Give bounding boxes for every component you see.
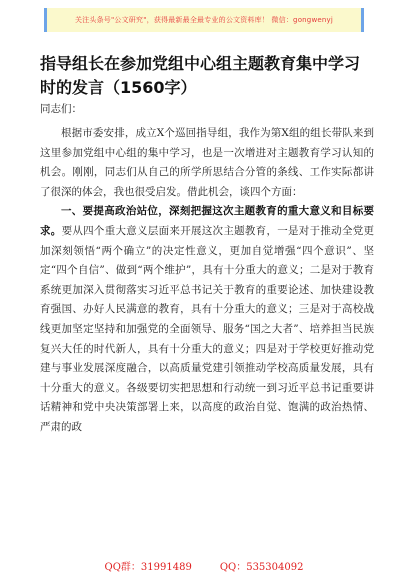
section-1-paragraph (40, 202, 374, 437)
promo-banner (44, 8, 364, 32)
footer-qq-group: QQ群：31991489 (104, 562, 192, 573)
footer-qq: QQ：535304092 (219, 562, 304, 573)
intro-paragraph: 根据市委安排，成立X个巡回指导组，我作为第X组的组长带队来到这里参加党组中心组的集中学习，也是一次增进对主题教育学习认知的机会。刚刚，同志们从自己的所学所思结合分管的条线、工作实际都讲了很深的体会，我也很受启发。借此机会，谈四个方面： (40, 127, 374, 198)
document-body (40, 124, 374, 438)
salutation: 同志们： (40, 103, 82, 115)
document-title: 指导组长在参加党组中心组主题教育集中学习时的发言（1560字） (40, 54, 361, 97)
footer-contact (0, 558, 408, 576)
section-1-body: 要从四个重大意义层面来开展这次主题教育，一是对于推动全党更加深刻领悟“两个确立”的决定性意义，更加自觉增强“四个意识”、坚定“四个自信”、做到“两个维护”，具有十分重大的意义；二是对于教育系统更加深入贯彻落实习近平总书记关于教育的重要论述、加快建设教育强国、办好人民满意的教育，具有十分重大的意义；三是对于高校战线更加坚定坚持和加强党的全面领导、服务“国之大者”、培养担当民族复兴大任的时代新人，具有十分重大的意义；四是对于学校更好推动党建与事业发展深度融合，以高质量党建引领推动学校高质量发展，具有十分重大的意义。各级要切实把思想和行动统一到习近平总书记重要讲话精神和党中央决策部署上来，以高度的政治自觉、饱满的政治热情、严肃的政 (40, 224, 375, 433)
section-1-heading: 一、要提高政治站位，深刻把握这次主题教育的重大意义和目标要求。 (40, 205, 374, 237)
promo-banner-text: 关注头条号"公文研究"，获得最新最全最专业的公文资料库！ 微信：gongwenyj (74, 16, 334, 24)
